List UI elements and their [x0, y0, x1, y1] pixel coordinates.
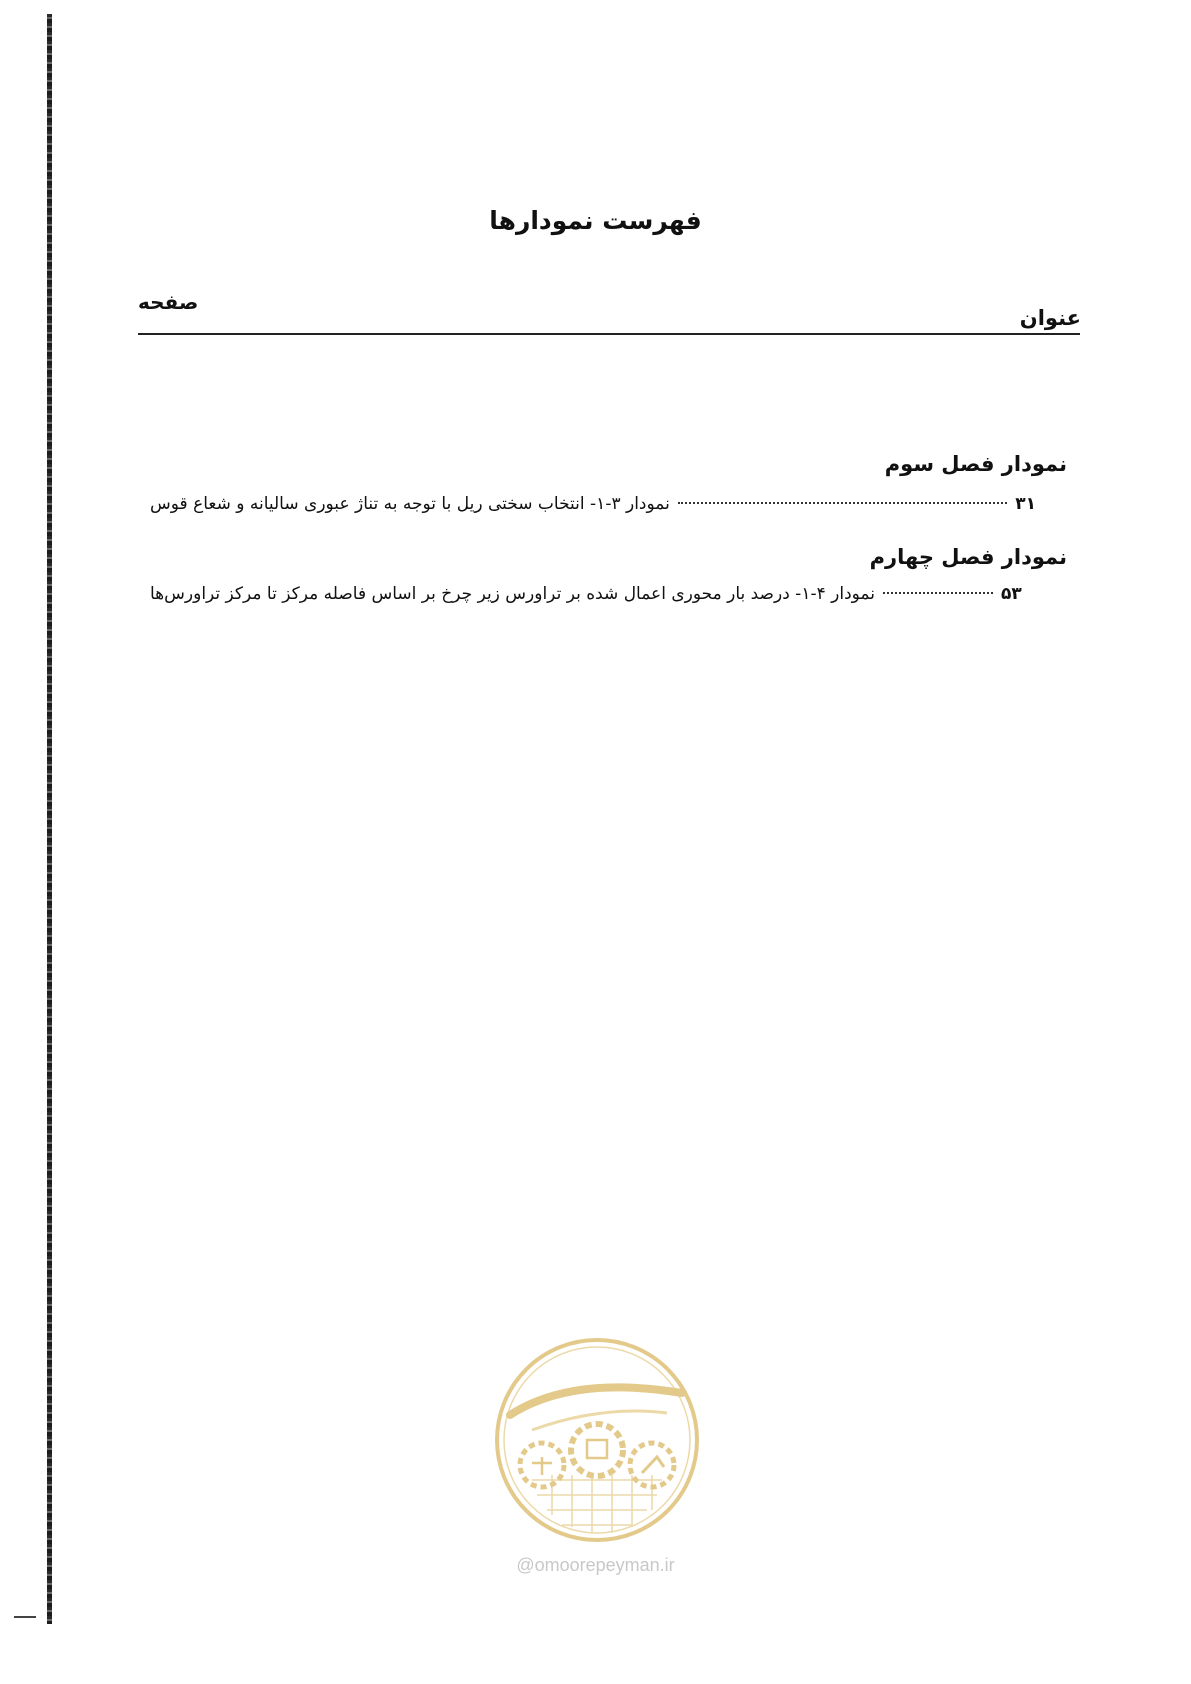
watermark-url: [0, 1555, 1191, 1576]
page-column-header: صفحه: [138, 290, 199, 314]
title-column-header: عنوان: [1019, 306, 1081, 330]
dot-leader: [678, 501, 1007, 504]
toc-entry-page: ۵۳: [1000, 584, 1022, 604]
section-heading-chapter-3: نمودار فصل سوم: [884, 452, 1067, 476]
scan-binding-edge: [47, 14, 52, 1624]
toc-entry-chart-3-1[interactable]: [150, 494, 1036, 524]
toc-entry-label: نمودار ۴-۱- درصد بار محوری اعمال شده بر تراورس زیر چرخ بر اساس فاصله مرکز تا مرکز تراورس‌ها: [150, 584, 875, 604]
dot-leader: [883, 591, 993, 594]
toc-entry-chart-4-1[interactable]: [150, 584, 1036, 614]
section-heading-chapter-4: نمودار فصل چهارم: [869, 545, 1067, 569]
header-rule: [138, 333, 1080, 335]
watermark-url-text: omoorepeyman.ir: [534, 1555, 675, 1575]
omoorepeyman-watermark-logo: [492, 1335, 702, 1545]
toc-entry-page: ۳۱: [1015, 494, 1036, 514]
toc-entry-label: نمودار ۳-۱- انتخاب سختی ریل با توجه به تناژ عبوری سالیانه و شعاع قوس: [150, 494, 670, 514]
scan-edge-mark: [14, 1616, 36, 1618]
at-sign-icon: @: [516, 1555, 535, 1575]
page-title: فهرست نمودارها: [489, 206, 702, 235]
